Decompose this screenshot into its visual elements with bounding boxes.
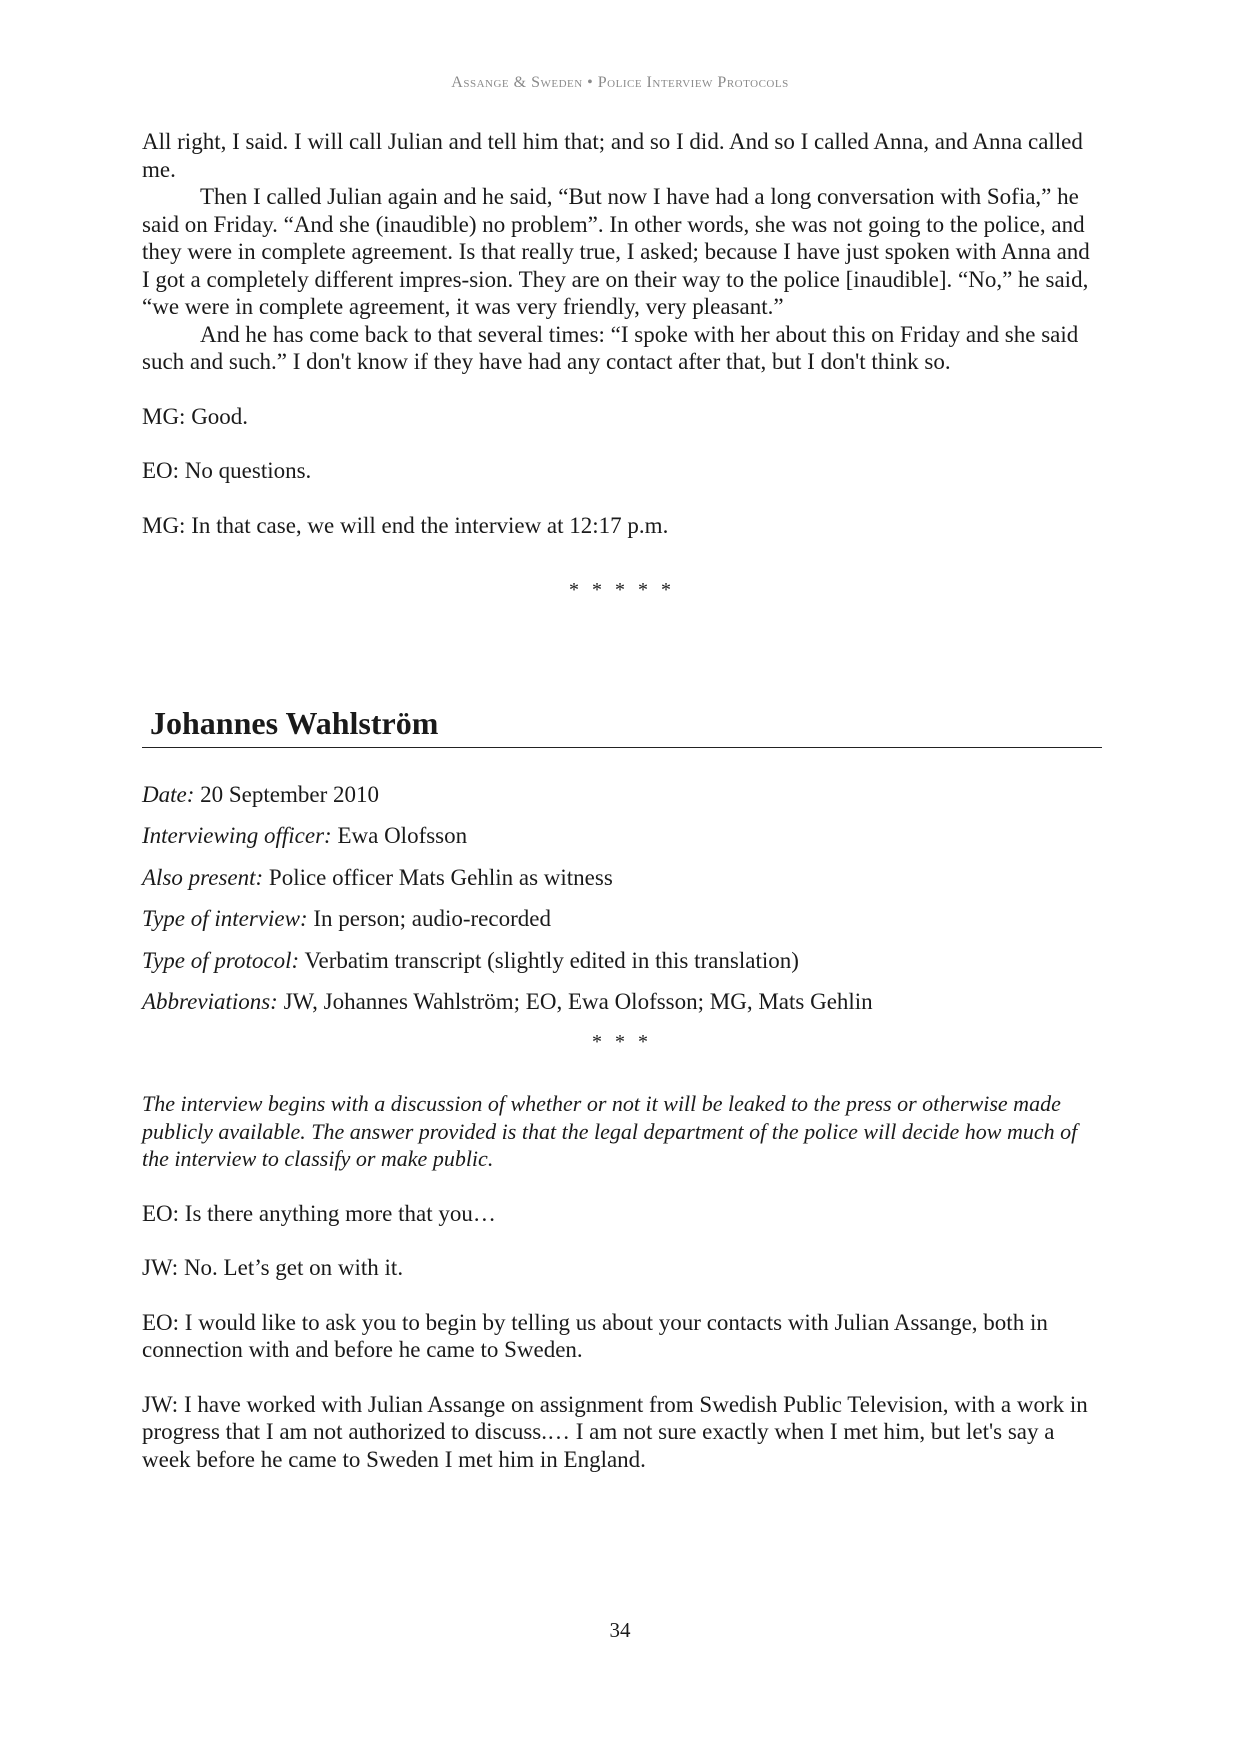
metadata-row-interview-type xyxy=(142,898,1102,940)
metadata-label: Type of protocol: xyxy=(142,947,300,973)
dialogue-line: JW: I have worked with Julian Assange on assignment from Swedish Public Television, with a work in progress that I am not authorized to discuss.… I am not sure exactly when I met him, but let's say a week before he came to Sweden I met him in England. xyxy=(142,1391,1088,1472)
metadata-row-abbreviations xyxy=(142,981,1102,1023)
metadata-label: Date: xyxy=(142,781,195,807)
section-heading: Johannes Wahlström xyxy=(142,703,1102,748)
metadata-value: In person; audio-recorded xyxy=(313,906,551,931)
metadata-row-also-present xyxy=(142,857,1102,899)
dialogue-line: EO: No questions. xyxy=(142,458,312,483)
dialogue-line: MG: In that case, we will end the interview at 12:17 p.m. xyxy=(142,512,669,538)
metadata-row-date xyxy=(142,774,1102,816)
dialogue-line: EO: I would like to ask you to begin by telling us about your contacts with Julian Assange, both in connection with and before he came to Sweden. xyxy=(142,1309,1048,1362)
metadata-row-protocol-type xyxy=(142,940,1102,982)
body-paragraph: Then I called Julian again and he said, “But now I have had a long conversation with Sofia,” he said on Friday. “And she (inaudible) no problem”. In other words, she was not going to the police, and they were in complete agreement. Is that really true, I asked; because I have just spoken with Anna and I got a completely different impres-sion. They are on their way to the police [inaudible]. “No,” he said, “we were in complete agreement, it was very friendly, very pleasant.” xyxy=(142,184,1090,319)
body-paragraph: All right, I said. I will call Julian and tell him that; and so I did. And so I called Anna, and Anna called me. xyxy=(142,129,1083,182)
section-separator: * * * * * xyxy=(569,579,675,601)
metadata-label: Abbreviations: xyxy=(142,989,278,1014)
dialogue-line: JW: No. Let’s get on with it. xyxy=(142,1255,404,1280)
metadata-value: 20 September 2010 xyxy=(200,781,379,807)
running-header: Assange & Sweden • Police Interview Protocols xyxy=(451,74,789,91)
metadata-value: JW, Johannes Wahlström; EO, Ewa Olofsson; MG, Mats Gehlin xyxy=(283,989,873,1014)
interview-metadata xyxy=(142,774,1102,1023)
metadata-label: Interviewing officer: xyxy=(142,823,332,848)
metadata-row-officer xyxy=(142,815,1102,857)
metadata-label: Also present: xyxy=(142,864,264,890)
metadata-value: Verbatim transcript (slightly edited in this translation) xyxy=(304,947,799,973)
editorial-note: The interview begins with a discussion of whether or not it will be leaked to the press or otherwise made publicly available. The answer provided is that the legal department of the police will decide how much of the interview to classify or make public. xyxy=(142,1091,1078,1171)
metadata-label: Type of interview: xyxy=(142,906,308,931)
metadata-value: Police officer Mats Gehlin as witness xyxy=(268,864,613,890)
metadata-value: Ewa Olofsson xyxy=(337,823,468,848)
dialogue-line: MG: Good. xyxy=(142,403,249,429)
page-number: 34 xyxy=(609,1618,631,1642)
dialogue-line: EO: Is there anything more that you… xyxy=(142,1200,496,1226)
body-paragraph: And he has come back to that several times: “I spoke with her about this on Friday and she said such and such.” I don't know if they have had any contact after that, but I don't think so. xyxy=(142,321,1079,374)
metadata-separator: * * * xyxy=(592,1030,652,1053)
page-body xyxy=(142,128,1102,1473)
